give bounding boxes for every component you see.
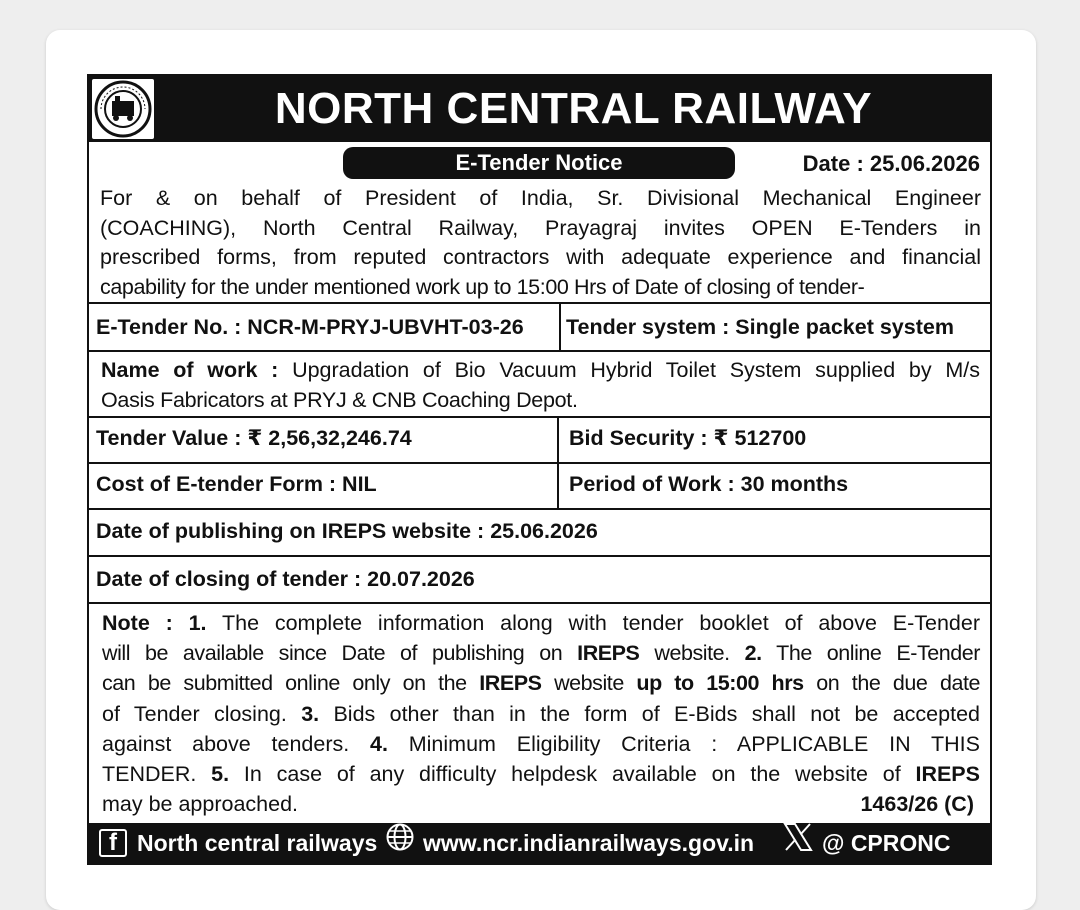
- intro-line: prescribed forms, from reputed contractors with adequate experience and financial: [100, 245, 981, 269]
- row-divider: [89, 555, 990, 557]
- facebook-link[interactable]: [99, 823, 377, 863]
- intro-line: (COACHING), North Central Railway, Prayagraj invites OPEN E-Tenders in: [100, 215, 981, 240]
- note-text: The complete information along with tender booklet of above E-Tender: [206, 611, 980, 635]
- note-bold: IREPS: [479, 671, 542, 696]
- tender-system: Tender system : Single packet system: [566, 315, 954, 339]
- date-of-publishing: Date of publishing on IREPS website : 25.06.2026: [96, 519, 598, 543]
- website-link[interactable]: [385, 823, 754, 863]
- note-text: website: [541, 671, 637, 696]
- page-title: NORTH CENTRAL RAILWAY: [274, 84, 873, 133]
- work-line: Oasis Fabricators at PRYJ & CNB Coaching Depot.: [101, 387, 578, 412]
- note-text: of Tender closing.: [102, 701, 302, 726]
- row-divider: [89, 302, 990, 304]
- note-text: TENDER.: [102, 762, 212, 787]
- note-bold: 2.: [744, 641, 762, 666]
- row-divider: [89, 462, 990, 464]
- work-text: Upgradation of Bio Vacuum Hybrid Toilet System supplied by M/s: [292, 358, 980, 382]
- indian-railways-logo-icon: [92, 79, 154, 139]
- note-text: may be approached.: [102, 792, 299, 817]
- intro-line: For & on behalf of President of India, Sr. Divisional Mechanical Engineer: [100, 186, 981, 210]
- note-bold: 5.: [211, 762, 230, 787]
- tender-notice: [87, 74, 992, 865]
- note-line: [102, 699, 980, 729]
- note-line: [102, 638, 980, 668]
- note-line: [102, 608, 980, 638]
- note-bold: up to 15:00 hrs: [636, 671, 804, 696]
- note-bold: IREPS: [915, 762, 980, 787]
- bid-security: Bid Security : ₹ 512700: [569, 426, 807, 450]
- cost-of-form: Cost of E-tender Form : NIL: [96, 472, 377, 496]
- period-of-work: Period of Work : 30 months: [569, 472, 849, 496]
- note-line: [102, 668, 980, 698]
- notice-footer: [89, 823, 990, 863]
- note-bold: Note : 1.: [102, 611, 207, 635]
- note-bold: 4.: [370, 731, 388, 756]
- notice-type-badge: E-Tender Notice: [343, 147, 735, 179]
- globe-icon: [385, 822, 415, 864]
- note-text: Minimum Eligibility Criteria : APPLICABLE IN THIS: [387, 731, 980, 756]
- date-of-closing: Date of closing of tender : 20.07.2026: [96, 567, 475, 591]
- note-line: [102, 789, 980, 819]
- website-text: www.ncr.indianrailways.gov.in: [423, 830, 755, 856]
- note-line: [102, 759, 980, 789]
- notice-header: [89, 76, 990, 142]
- note-text: can be submitted online only on the: [102, 671, 480, 696]
- x-link[interactable]: [782, 823, 951, 863]
- note-text: will be available since Date of publishing on: [102, 641, 578, 666]
- note-bold: IREPS: [577, 641, 640, 666]
- facebook-text: North central railways: [137, 830, 378, 856]
- note-text: on the due date: [803, 671, 981, 696]
- facebook-icon: f: [99, 829, 127, 857]
- note-text: against above tenders.: [102, 731, 370, 756]
- name-of-work: [101, 356, 980, 415]
- tender-value: Tender Value : ₹ 2,56,32,246.74: [96, 426, 412, 450]
- row-divider: [89, 508, 990, 510]
- work-line: [101, 356, 980, 386]
- column-divider: [557, 416, 559, 508]
- x-handle-text: @ CPRONC: [822, 830, 951, 856]
- row-divider: [89, 350, 990, 352]
- note-line: [102, 729, 980, 759]
- note-text: Bids other than in the form of E-Bids shall not be accepted: [319, 701, 980, 726]
- tender-number: E-Tender No. : NCR-M-PRYJ-UBVHT-03-26: [96, 315, 524, 339]
- row-divider: [89, 602, 990, 604]
- intro-paragraph: [100, 184, 981, 302]
- row-divider: [89, 416, 990, 418]
- note-paragraph: [102, 608, 980, 819]
- intro-line: capability for the under mentioned work up to 15:00 Hrs of Date of closing of tender-: [100, 274, 865, 299]
- reference-number: 1463/26 (C): [860, 792, 974, 817]
- work-label: Name of work :: [101, 358, 279, 382]
- x-icon: [782, 822, 814, 864]
- note-text: In case of any difficulty helpdesk available on the website of: [229, 762, 916, 787]
- notice-date: Date : 25.06.2026: [802, 151, 980, 176]
- note-text: The online E-Tender: [761, 641, 980, 666]
- note-text: website.: [639, 641, 745, 666]
- note-bold: 3.: [301, 701, 320, 726]
- column-divider: [559, 302, 561, 350]
